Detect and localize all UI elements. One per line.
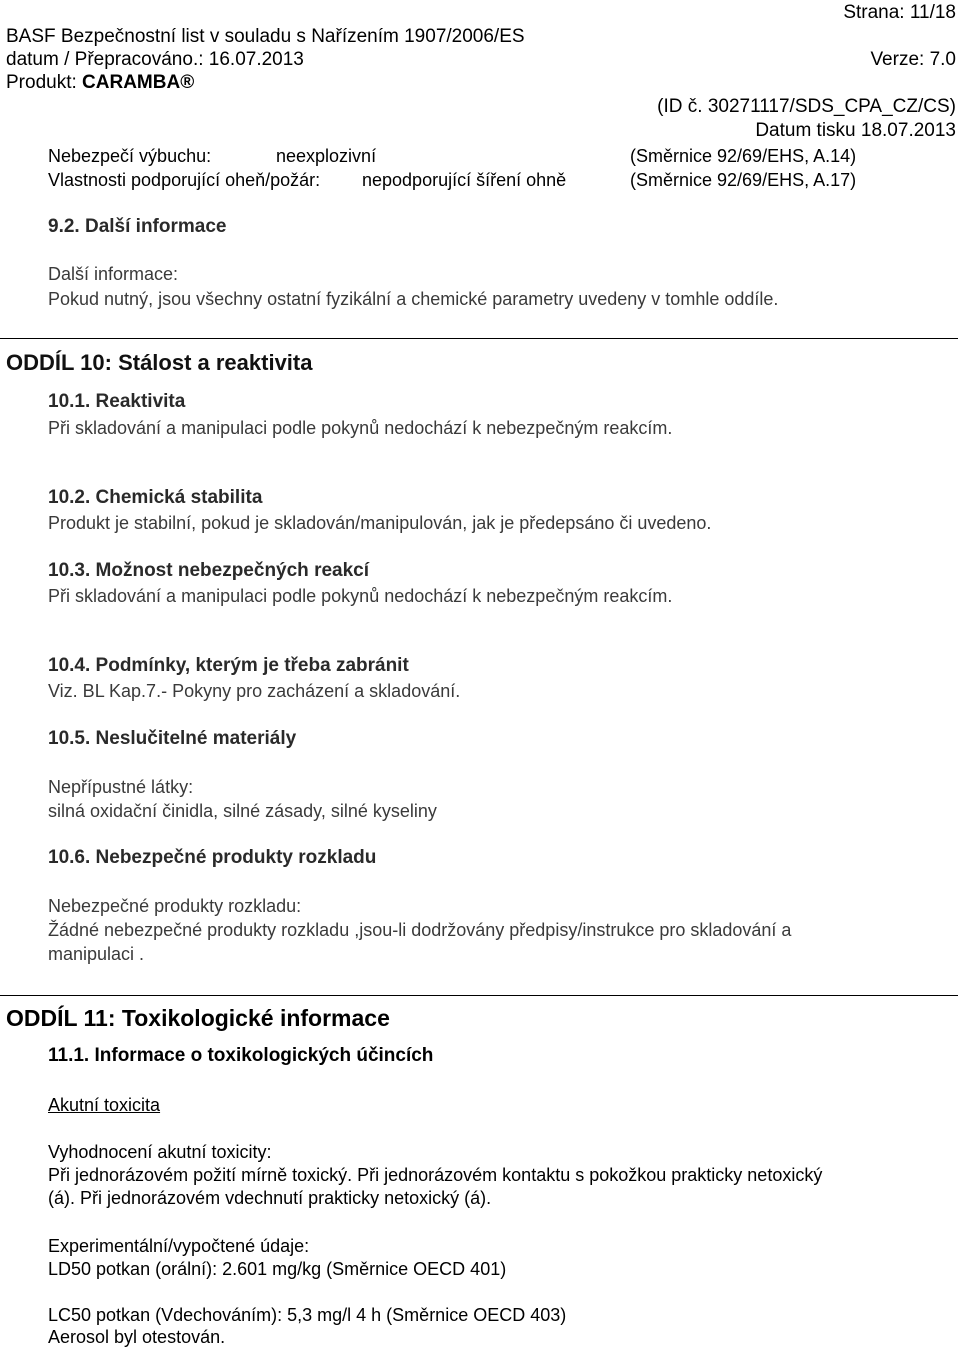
subsection-heading: 10.6. Nebezpečné produkty rozkladu — [48, 847, 377, 868]
product-line — [6, 72, 194, 94]
document-title: BASF Bezpečnostní list v souladu s Nařízením 1907/2006/ES — [6, 26, 525, 47]
paragraph: silná oxidační činidla, silné zásady, silné kyseliny — [48, 801, 437, 821]
field-label: Další informace: — [48, 264, 179, 284]
field-label: Experimentální/vypočtené údaje: — [48, 1236, 310, 1256]
subsection-heading: 10.3. Možnost nebezpečných reakcí — [48, 560, 370, 581]
revision-date: datum / Přepracováno.: 16.07.2013 — [6, 49, 304, 70]
subsection-heading: 10.2. Chemická stabilita — [48, 487, 263, 508]
paragraph: Pokud nutný, jsou všechny ostatní fyzikální a chemické parametry uvedeny v tomhle oddíle. — [48, 289, 779, 309]
paragraph: Při skladování a manipulaci podle pokynů nedochází k nebezpečným reakcím. — [48, 586, 673, 606]
document-id: (ID č. 30271117/SDS_CPA_CZ/CS) — [657, 96, 956, 117]
field-label: Vyhodnocení akutní toxicity: — [48, 1142, 272, 1162]
field-label: Nebezpečné produkty rozkladu: — [48, 896, 302, 916]
section-title: ODDÍL 11: Toxikologické informace — [6, 1005, 390, 1031]
subsection-title: Akutní toxicita — [48, 1095, 161, 1115]
paragraph: (á). Při jednorázovém vdechnutí prakticky netoxický (á). — [48, 1188, 492, 1208]
product-label: Produkt: — [6, 72, 77, 93]
subsection-heading: 10.4. Podmínky, kterým je třeba zabránit — [48, 655, 409, 676]
product-name: CARAMBA® — [82, 72, 195, 93]
version: Verze: 7.0 — [870, 49, 956, 70]
paragraph: Při skladování a manipulaci podle pokynů nedochází k nebezpečným reakcím. — [48, 418, 673, 438]
section-divider — [0, 338, 958, 339]
paragraph: Viz. BL Kap.7.- Pokyny pro zacházení a skladování. — [48, 681, 461, 701]
subsection-heading: 10.5. Neslučitelné materiály — [48, 728, 297, 749]
page-number: Strana: 11/18 — [843, 2, 956, 23]
property-label: Nebezpečí výbuchu: — [48, 146, 212, 166]
paragraph: manipulaci . — [48, 944, 145, 964]
paragraph: Produkt je stabilní, pokud je skladován/manipulován, jak je předepsáno či uvedeno. — [48, 513, 712, 533]
section-divider — [0, 995, 958, 996]
section-title: ODDÍL 10: Stálost a reaktivita — [6, 350, 313, 375]
paragraph: Při jednorázovém požití mírně toxický. Při jednorázovém kontaktu s pokožkou prakticky netoxický — [48, 1165, 823, 1185]
paragraph: Žádné nebezpečné produkty rozkladu ,jsou-li dodržovány předpisy/instrukce pro skladování a — [48, 920, 792, 940]
property-value: neexplozivní — [276, 146, 377, 166]
field-label: Nepřípustné látky: — [48, 777, 194, 797]
paragraph: Aerosol byl otestován. — [48, 1327, 226, 1347]
print-date: Datum tisku 18.07.2013 — [755, 120, 956, 141]
property-reference: (Směrnice 92/69/EHS, A.17) — [630, 170, 857, 190]
property-label: Vlastnosti podporující oheň/požár: — [48, 170, 321, 190]
toxicity-value: LD50 potkan (orální): 2.601 mg/kg (Směrnice OECD 401) — [48, 1259, 507, 1279]
toxicity-value: LC50 potkan (Vdechováním): 5,3 mg/l 4 h (Směrnice OECD 403) — [48, 1305, 567, 1325]
subsection-heading: 11.1. Informace o toxikologických účincích — [48, 1045, 434, 1066]
property-value: nepodporující šíření ohně — [362, 170, 567, 190]
subsection-heading: 10.1. Reaktivita — [48, 391, 186, 412]
property-reference: (Směrnice 92/69/EHS, A.14) — [630, 146, 857, 166]
section-heading: 9.2. Další informace — [48, 216, 227, 237]
